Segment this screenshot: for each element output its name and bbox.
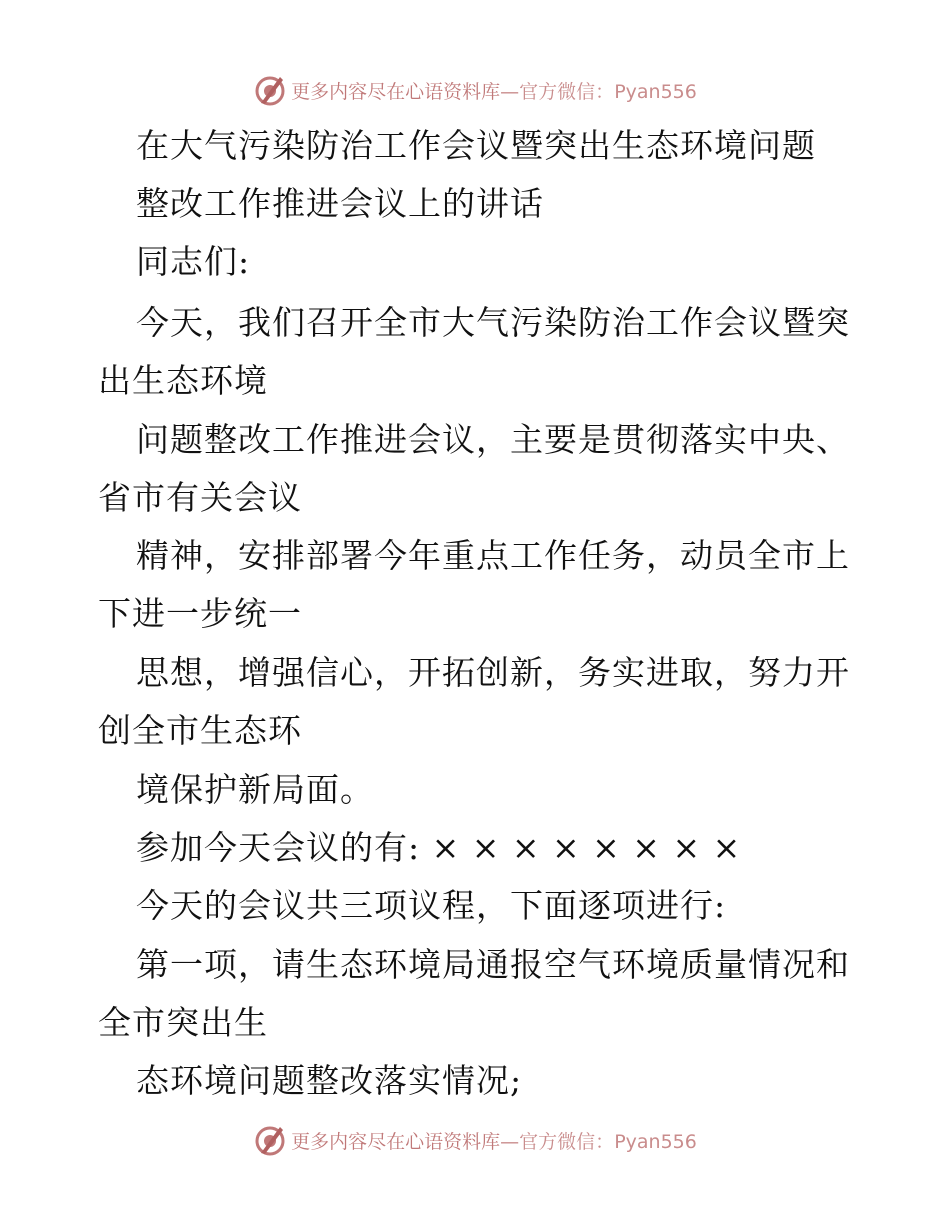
- paragraph-line: 境保护新局面。: [136, 770, 374, 809]
- paragraph-line: 出生态环境: [98, 361, 268, 400]
- paragraph-line: 思想，增强信心，开拓创新，务实进取，努力开: [136, 653, 850, 692]
- watermark-wechat-id: Pyan556: [614, 80, 697, 103]
- watermark-sub-text: —官方微信：: [500, 1130, 615, 1153]
- header-watermark: [0, 70, 950, 110]
- quill-seal-icon: [253, 1123, 287, 1157]
- watermark-wechat-id: Pyan556: [614, 1130, 697, 1153]
- title-line-2: 整改工作推进会议上的讲话: [136, 184, 544, 223]
- paragraph-line: 创全市生态环: [98, 711, 302, 750]
- agenda-intro: 今天的会议共三项议程，下面逐项进行:: [136, 886, 727, 925]
- paragraph-line: 精神，安排部署今年重点工作任务，动员全市上: [136, 536, 850, 575]
- watermark-main-text: 更多内容尽在心语资料库: [291, 1130, 501, 1153]
- paragraph-line: 问题整改工作推进会议，主要是贯彻落实中央、: [136, 420, 850, 459]
- quill-seal-icon: [253, 73, 287, 107]
- attendees-line: 参加今天会议的有: × × × × × × × ×: [136, 828, 742, 867]
- paragraph-line: 下进一步统一: [98, 594, 302, 633]
- watermark-main-text: 更多内容尽在心语资料库: [291, 80, 501, 103]
- paragraph-line: 省市有关会议: [98, 478, 302, 517]
- watermark-sub-text: —官方微信：: [500, 80, 615, 103]
- agenda-item-1: 第一项，请生态环境局通报空气环境质量情况和: [136, 945, 850, 984]
- paragraph-line: 今天，我们召开全市大气污染防治工作会议暨突: [136, 303, 850, 342]
- footer-watermark: [0, 1120, 950, 1160]
- paragraph-line: 态环境问题整改落实情况;: [136, 1061, 523, 1100]
- paragraph-line: 全市突出生: [98, 1003, 268, 1042]
- title-line-1: 在大气污染防治工作会议暨突出生态环境问题: [136, 126, 816, 165]
- salutation: 同志们:: [136, 242, 251, 281]
